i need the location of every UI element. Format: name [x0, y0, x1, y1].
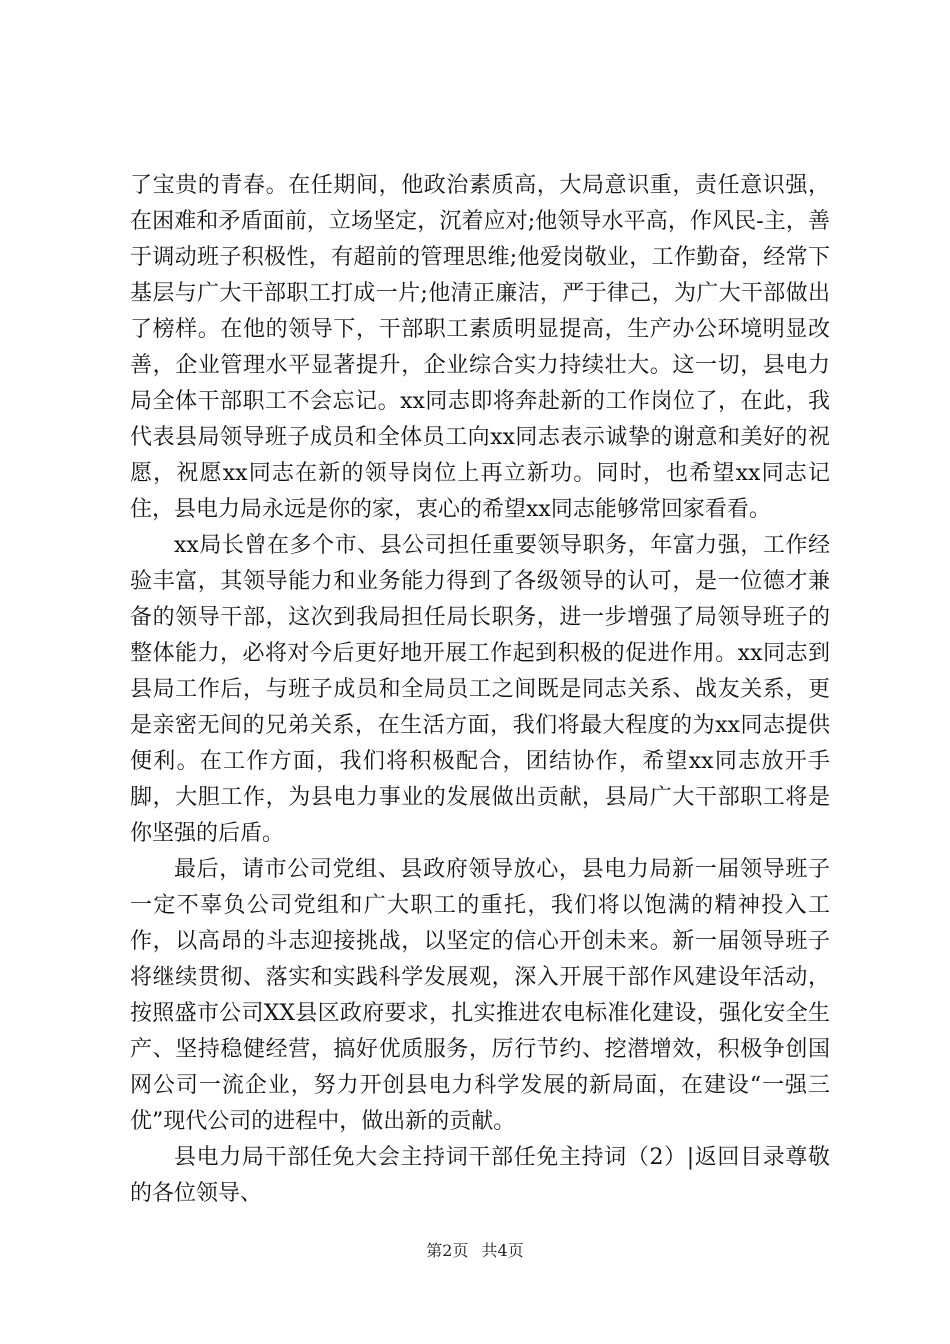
paragraph-2: xx局长曾在多个市、县公司担任重要领导职务，年富力强，工作经验丰富，其领导能力和业务能力得到了各级领导的认可，是一位德才兼备的领导干部，这次到我局担任局长职务，进一步增强了局领导班子的整体能力，必将对今后更好地开展工作起到积极的促进作用。xx同志到县局工作后，与班子成员和全局员工之间既是同志关系、战友关系，更是亲密无间的兄弟关系，在生活方面，我们将最大程度的为xx同志提供便利。在工作方面，我们将积极配合，团结协作，希望xx同志放开手脚，大胆工作，为县电力事业的发展做出贡献，县局广大干部职工将是你坚强的后盾。 — [130, 533, 830, 846]
paragraph-3: 最后，请市公司党组、县政府领导放心，县电力局新一届领导班子一定不辜负公司党组和广大职工的重托，我们将以饱满的精神投入工作，以高昂的斗志迎接挑战，以坚定的信心开创未来。新一届领导班子将继续贯彻、落实和实践科学发展观，深入开展干部作风建设年活动，按照盛市公司XX县区政府要求，扎实推进农电标准化建设，强化安全生产、坚持稳健经营，搞好优质服务，厉行节约、挖潜增效，积极争创国网公司一流企业，努力开创县电力科学发展的新局面，在建设“一强三优”现代公司的进程中，做出新的贡献。 — [130, 857, 830, 1134]
page-total: 共4页 — [481, 1241, 524, 1260]
page-footer — [0, 1241, 950, 1261]
paragraph-1: 了宝贵的青春。在任期间，他政治素质高，大局意识重，责任意识强，在困难和矛盾面前，立场坚定，沉着应对;他领导水平高，作风民-主，善于调动班子积极性，有超前的管理思维;他爱岗敬业，工作勤奋，经常下基层与广大干部职工打成一片;他清正廉洁，严于律己，为广大干部做出了榜样。在他的领导下，干部职工素质明显提高，生产办公环境明显改善，企业管理水平显著提升，企业综合实力持续壮大。这一切，县电力局全体干部职工不会忘记。xx同志即将奔赴新的工作岗位了，在此，我代表县局领导班子成员和全体员工向xx同志表示诚挚的谢意和美好的祝愿，祝愿xx同志在新的领导岗位上再立新功。同时，也希望xx同志记住，县电力局永远是你的家，衷心的希望xx同志能够常回家看看。 — [130, 173, 830, 522]
paragraph-4: 县电力局干部任免大会主持词干部任免主持词（2）|返回目录尊敬的各位领导、 — [130, 1145, 830, 1206]
document-body — [130, 168, 830, 1212]
page-number: 第2页 — [426, 1241, 469, 1260]
